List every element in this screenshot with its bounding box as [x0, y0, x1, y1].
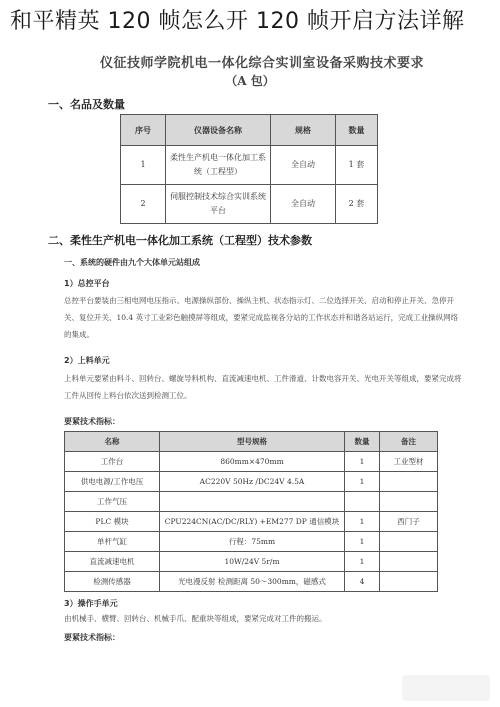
table-cell: 1 — [121, 146, 166, 185]
table-cell — [160, 492, 345, 512]
subsection-heading: 要紧技术指标： — [64, 417, 120, 426]
table-cell: 柔性生产机电一体化加工系统（工程型） — [166, 146, 271, 185]
table-cell: 单杆气缸 — [65, 532, 160, 552]
table-row — [65, 472, 438, 492]
table-cell: 供电电源/工作电压 — [65, 472, 160, 492]
subsection-heading: 1）总控平台 — [64, 279, 110, 288]
table-cell: 工作气压 — [65, 492, 160, 512]
table-cell: 1 — [345, 552, 380, 572]
paragraph: 总控平台要装由三相电网电压指示、电源操纵部份、操纵主机、状态指示灯、二位选择开关、启动和停止开关、急停开关、复位开关、10.4 英寸工业彩色触摸屏等组成，要紧完成监视各分站的工作状态并和谐各站运行，完成工业操纵网络的集成。 — [64, 296, 459, 339]
watermark-logo — [402, 675, 490, 701]
table-cell: 1 — [345, 512, 380, 532]
header-cell: 序号 — [121, 115, 166, 146]
header-cell: 名称 — [65, 432, 160, 452]
table-cell: 西门子 — [380, 512, 438, 532]
table-cell — [380, 472, 438, 492]
table-cell: 工业型材 — [380, 452, 438, 472]
table-row — [65, 552, 438, 572]
table-cell: 2 套 — [336, 185, 378, 224]
table-cell: 1 — [345, 472, 380, 492]
header-cell: 数量 — [336, 115, 378, 146]
header-cell: 规格 — [271, 115, 336, 146]
table-header-row — [65, 432, 438, 452]
table-cell: PLC 模块 — [65, 512, 160, 532]
table-cell: 伺服控制技术综合实训系统平台 — [166, 185, 271, 224]
table-header-row — [121, 115, 378, 146]
spec-table — [64, 431, 438, 592]
section-heading-1: 一、名品及数量 — [48, 98, 125, 111]
paragraph: 由机械手、横臂、回转台、机械手爪、配重块等组成，要紧完成对工件的搬运。 — [64, 614, 327, 623]
table-cell: AC220V 50Hz /DC24V 4.5A — [160, 472, 345, 492]
table-cell: 全自动 — [271, 146, 336, 185]
table-cell: 检测传感器 — [65, 572, 160, 592]
table-row — [121, 146, 378, 185]
subsection-heading: 一、系统的硬件由九个大体单元站组成 — [64, 258, 200, 267]
table-cell — [345, 492, 380, 512]
header-cell: 数量 — [345, 432, 380, 452]
table-cell: 全自动 — [271, 185, 336, 224]
paragraph: 上料单元要紧由料斗、回转台、螺旋导料机构、直流减速电机、工件滑道、计数电容开关、光电开关等组成，要紧完成将工件从回传上料台依次送到检测工位。 — [64, 374, 462, 400]
table-cell: 直流减速电机 — [65, 552, 160, 572]
page-title: 和平精英 120 帧怎么开 120 帧开启方法详解 — [10, 9, 465, 34]
subsection-heading: 2）上料单元 — [64, 356, 110, 365]
table-cell: 行程：75mm — [160, 532, 345, 552]
table-cell: 工作台 — [65, 452, 160, 472]
table-row — [65, 512, 438, 532]
table-cell: 4 — [345, 572, 380, 592]
table-cell — [380, 532, 438, 552]
section-heading-2: 二、柔性生产机电一体化加工系统（工程型）技术参数 — [48, 234, 312, 247]
subsection-heading: 3）操作手单元 — [64, 599, 118, 608]
table-cell: 1 — [345, 532, 380, 552]
table-cell: CPU224CN(AC/DC/RLY) +EM277 DP 通信模块 — [160, 512, 345, 532]
subsection-heading: 要紧技术指标： — [64, 633, 120, 642]
table-row — [65, 492, 438, 512]
table-cell — [380, 492, 438, 512]
table-row — [65, 532, 438, 552]
header-cell: 型号规格 — [160, 432, 345, 452]
document-subtitle: （A 包） — [225, 74, 275, 88]
table-row — [121, 185, 378, 224]
table-cell: 光电漫反射 检测距离 50～300mm，磁感式 — [160, 572, 345, 592]
table-cell — [380, 552, 438, 572]
table-cell: 2 — [121, 185, 166, 224]
table-row — [65, 572, 438, 592]
table-cell — [380, 572, 438, 592]
items-table — [120, 114, 378, 224]
table-row — [65, 452, 438, 472]
table-cell: 1 套 — [336, 146, 378, 185]
header-cell: 备注 — [380, 432, 438, 452]
table-cell: 860mm×470mm — [160, 452, 345, 472]
table-cell: 10W/24V 5r/m — [160, 552, 345, 572]
header-cell: 仪器设备名称 — [166, 115, 271, 146]
table-cell: 1 — [345, 452, 380, 472]
document-title: 仪征技师学院机电一体化综合实训室设备采购技术要求 — [99, 56, 424, 71]
